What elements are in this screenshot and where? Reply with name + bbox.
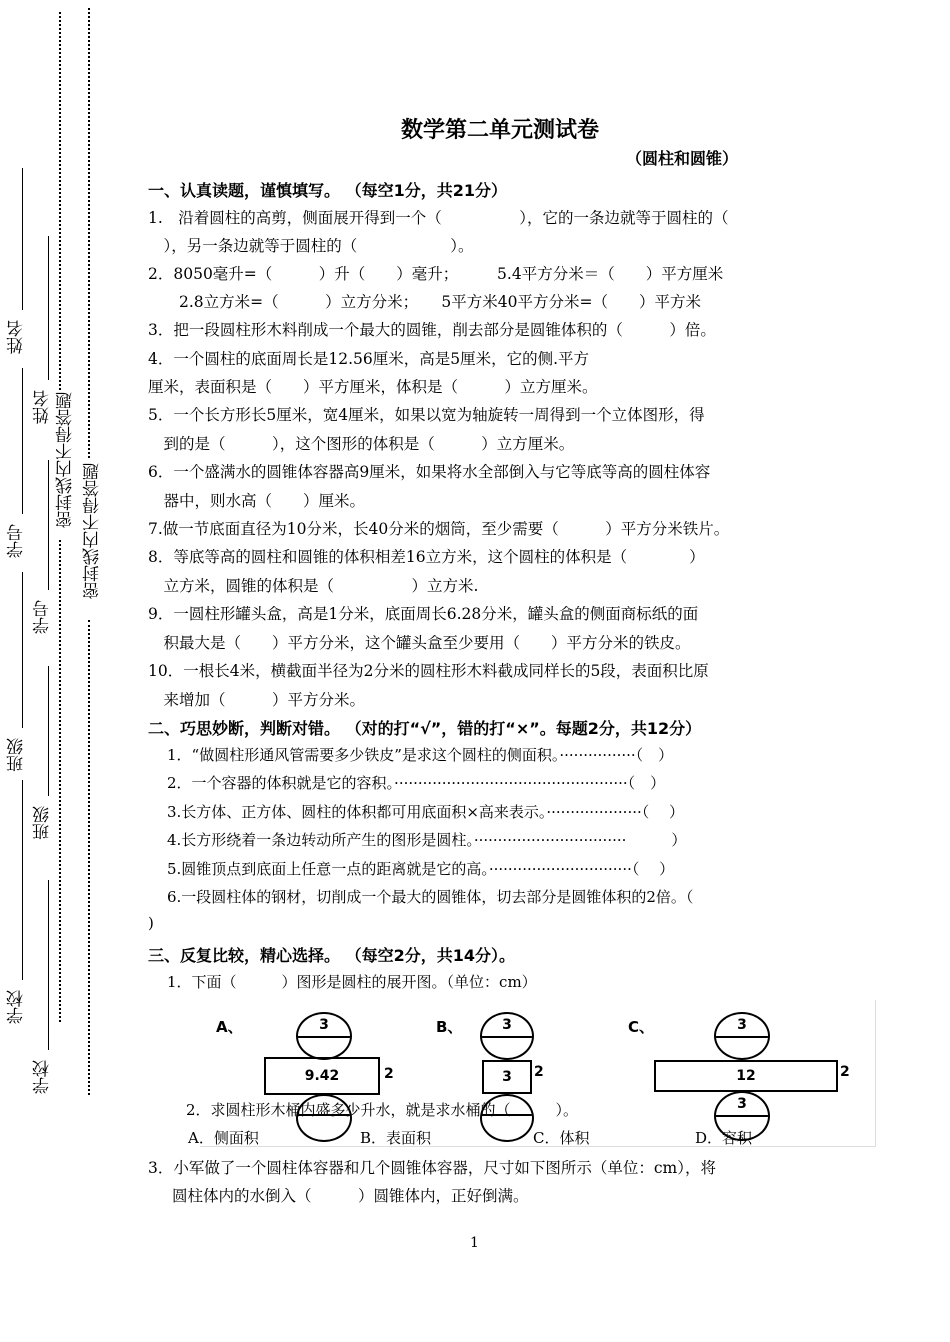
s1-line: 3．把一段圆柱形木料削成一个最大的圆锥，削去部分是圆锥体积的（ ）倍。 [148,321,716,339]
s1-line: 1. 沿着圆柱的高剪，侧面展开得到一个（ ），它的一条边就等于圆柱的（ [148,209,729,227]
section1-heading [148,178,507,201]
inner-school-line[interactable] [48,880,49,1050]
section3-score: （每空2分，共14分）。 [345,946,515,965]
s3-q1: 1．下面（ ）图形是圆柱的展开图。（单位：cm） [167,973,537,991]
option-b-top-circle [480,1012,534,1060]
rect-length-label: 3 [502,1069,512,1085]
section3-title: 三、反复比较，精心选择。 [148,946,341,965]
s3-q2: 2．求圆柱形木桶内盛多少升水，就是求水桶的（ ）。 [186,1101,579,1119]
section1-score: （每空1分，共21分） [345,181,507,200]
rect-length-label: 12 [736,1068,756,1084]
circle-radius-label: 3 [502,1017,512,1033]
s2-line: 5.圆锥顶点到底面上任意一点的距离就是它的高。······························（ ） [167,860,675,878]
name-write-line[interactable] [22,168,23,310]
s2-line: 3.长方体、正方体、圆柱的体积都可用底面积×高来表示。····················（ ） [167,803,685,821]
seal-dotted-line-lower [59,540,61,1022]
side-label-school: 学校 [7,990,27,1024]
s2-line: 6.一段圆柱体的钢材，切削成一个最大的圆锥体，切去部分是圆锥体积的2倍。（ [167,888,694,906]
rect-height-label: 2 [384,1066,394,1082]
inner-name-line[interactable] [48,236,49,380]
s1-line: 4．一个圆柱的底面周长是12.56厘米，高是5厘米，它的侧.平方 [148,350,590,368]
section2-title: 二、巧思妙断，判断对错。 [148,719,341,738]
rect-height-label: 2 [534,1064,544,1080]
s1-line: 9．一圆柱形罐头盒，高是1分米，底面周长6.28分米，罐头盒的侧面商标纸的面 [148,605,699,623]
inner-label-class: 班级 [33,806,53,840]
side-label-student-id: 学号 [7,524,27,558]
circle-radius-label: 3 [737,1017,747,1033]
seal-dotted-line [59,12,61,390]
class-write-line[interactable] [22,572,23,728]
s2-line: 2．一个容器的体积就是它的容积。·················································（ ） [167,774,666,792]
option-c-label: C、 [628,1018,655,1036]
option-a-top-circle [296,1012,352,1060]
side-label-class: 班级 [7,738,27,772]
section1-title: 一、认真读题，谨慎填写。 [148,181,341,200]
seal-dotted-line-2-lower [88,620,90,1095]
choice-b[interactable]: B．表面积 [360,1129,432,1147]
inner-label-name: 姓名 [33,390,53,424]
student-id-write-line[interactable] [22,368,23,514]
s1-line: 7.做一节底面直径为10分米，长40分米的烟筒，至少需要（ ）平方分米铁片。 [148,520,730,538]
inner-class-line[interactable] [48,666,49,796]
section2-score: （对的打“√”，错的打“×”。每题2分，共12分） [345,719,702,738]
option-a-label: A、 [216,1018,243,1036]
inner-label-student-id: 学号 [33,600,53,634]
s1-line: 6．一个盛满水的圆锥体容器高9厘米，如果将水全部倒入与它等底等高的圆柱体容 [148,463,711,481]
choice-a[interactable]: A．侧面积 [188,1129,259,1147]
option-b-label: B、 [436,1018,463,1036]
seal-notice-2: 密封线内不得答题 [83,463,103,599]
circle-radius-label: 3 [319,1017,329,1033]
s1-line: 10．一根长4米，横截面半径为2分米的圆柱形木料截成同样长的5段，表面积比原 [148,662,709,680]
rect-height-label: 2 [840,1064,850,1080]
s1-line: ），另一条边就等于圆柱的（ ）。 [148,237,474,255]
s1-line: 到的是（ ），这个图形的体积是（ ）立方厘米。 [148,435,575,453]
s1-line: 来增加（ ）平方分米。 [148,691,366,709]
s3-q3-line: 3．小军做了一个圆柱体容器和几个圆锥体容器，尺寸如下图所示（单位：cm），将 [148,1159,716,1177]
seal-notice: 密封线内不得答题 [56,392,76,528]
inner-label-school: 学校 [33,1060,53,1094]
s2-line: 4.长方形绕着一条边转动所产生的图形是圆柱。································ ） [167,831,687,849]
s1-line: 2.8立方米=（ ）立方分米； 5平方米40平方分米=（ ）平方米 [148,293,701,311]
s2-line: ) [148,914,154,932]
page-number: 1 [470,1235,479,1251]
s1-line: 厘米，表面积是（ ）平方厘米，体积是（ ）立方厘米。 [148,378,598,396]
s2-line: 1．“做圆柱形通风管需要多少铁皮”是求这个圆柱的侧面积。················（ ） [167,746,674,764]
s1-line: 8．等底等高的圆柱和圆锥的体积相差16立方米，这个圆柱的体积是（ ） [148,548,705,566]
school-write-line[interactable] [22,780,23,980]
option-b-rect [482,1060,532,1094]
s1-line: 立方米，圆锥的体积是（ ）立方米. [148,577,479,595]
circle-radius-label: 3 [737,1096,747,1112]
page-title: 数学第二单元测试卷 [400,118,599,143]
side-label-name: 姓名 [7,320,27,354]
choice-c[interactable]: C．体积 [533,1129,590,1147]
rect-length-label: 9.42 [304,1068,340,1084]
cylinder-net-figure [200,1000,876,1147]
s1-line: 2．8050毫升=（ ）升（ ）毫升； 5.4平方分米＝（ ）平方厘米 [148,265,724,283]
s3-q3-line: 圆柱体内的水倒入（ ）圆锥体内，正好倒满。 [172,1187,529,1205]
s1-line: 5．一个长方形长5厘米，宽4厘米，如果以宽为轴旋转一周得到一个立体图形，得 [148,406,705,424]
s1-line: 器中，则水高（ ）厘米。 [148,492,366,510]
option-c-top-circle [714,1012,770,1060]
section2-heading [148,716,701,739]
page-subtitle: （圆柱和圆锥） [626,149,739,168]
s1-line: 积最大是（ ）平方分米，这个罐头盒至少要用（ ）平方分米的铁皮。 [148,634,691,652]
option-c-rect [654,1060,838,1092]
option-a-rect [264,1057,380,1095]
section3-heading [148,943,515,966]
seal-dotted-line-2 [88,8,90,458]
choice-d[interactable]: D．容积 [695,1129,753,1147]
inner-id-line[interactable] [48,460,49,590]
